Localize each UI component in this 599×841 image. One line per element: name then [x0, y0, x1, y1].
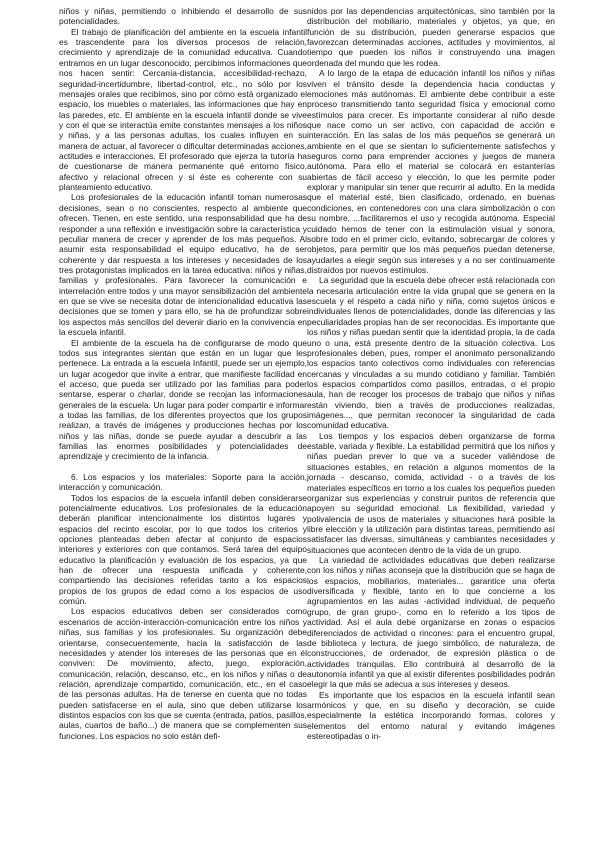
- right-paragraph-5: La variedad de actividades educativas que deben realizarse con los niños y niñas aconseja que la distribución que se haga de los espacios, mobiliarios, materiales... garantice una oferta diversificada y flexible, tanto en lo que concierne a los agrupamientos en las aulas -actividad individual, de pequeño grupo, de gran grupo-, como en lo referido a los tipos de actividad. Así el aula debe organizarse en zonas o espacios diferenciados de actividad o rincones: para el encuentro grupal, de biblioteca y lectura, de juego simbólico, de naturaleza, de construcciones, de ordenador, de expresión plástica o de actividades tranquilas. Ello contribuirá al desarrollo de la autonomía infantil ya que al existir diferentes posibilidades podrán elegir la que más se adecua a sus intereses y deseos.: [307, 555, 555, 690]
- right-paragraph-2: A lo largo de la etapa de educación infantil los niños y niñas viven el tránsito desde la dependencia hacia conductas y emociones más autónomas. El ambiente debe contribuir a este proceso transmitiendo tanto seguridad física y emocional como estímulos para crecer. Es importante considerar al niño desde que nace como un ser activo, con capacidad de acción e interacción. En las salas de los más pequeños se generará un ambiente en el que se sientan lo suficientemente satisfechos y seguros como para emprender acciones y juegos de manera autónoma. Para ello el material se colocará en estanterías abiertas de fácil acceso y elección, lo que les permite poder explorar y manipular sin tener que recurrir al adulto. En la medida que el material esté, bien clasificado, ordenado, en buenas condiciones, en contenedores con una clara simbolización o con su nombre, ...facilitaremos el uso y recogida autónoma. Especial cuidado hemos de tener con la estimulación visual y sonora, sobre todo en el primer ciclo, evitando, sobrecargar de colores y objetos, para permitir que los más pequeños puedan detenerse, ayudarles a elegir según sus intereses y a no ser continuamente distraídos por nuevos estímulos.: [307, 68, 555, 275]
- left-paragraph-4: El ambiente de la escuela ha de configurarse de modo que todos sus integrantes sientan que están en un lugar que les pertenece. La entrada a la escuela Infantil, puede ser un ejemplo, un lugar acogedor que invite a entrar, que manifieste facilidad en el acceso, que pueda ser utilizado por las familias para poder sentarse, esperar o charlar, donde se recojan las informaciones generales de la escuela. Un lugar para poder compartir e informar a todas las familias, de los diferentes proyectos que los grupos realizan, a través de imágenes y producciones hechas por los niños y las niñas, donde se puede ayudar a descubrir a las familias las enormes posibilidades y potencialidades de aprendizaje y crecimiento de la infancia.: [59, 337, 307, 462]
- section-heading: 6. Los espacios y los materiales: Soporte para la acción, interacción y comunicación.: [59, 471, 307, 493]
- left-column: [59, 6, 307, 741]
- left-paragraph-5: Todos los espacios de la escuela infantil deben considerarse potencialmente educativos. Los profesionales de la educación deberán planificar intencionalmente los distintos lugares y espacios del recinto escolar, por lo que todos los criterios y opciones planteadas deben afectar al conjunto de espacios interiores y exteriores con que contamos. Será tarea del equipo educativo la planificación y evaluación de los espacios, ya que han de ofrecer una respuesta unificada y coherente, compartiendo las decisiones referidas tanto a los espacios propios de los grupos de edad como a los espacios de uso común.: [59, 492, 307, 607]
- left-paragraph-2: El trabajo de planificación del ambiente en la escuela infantil es trascendente para los diversos procesos de relación, crecimiento y aprendizaje de la comunidad educativa. Cuando entramos en un lugar desconocido, percibimos informaciones que nos hacen sentir: Cercanía-distancia, accesibilidad-rechazo, seguridad-incertidumbre, libertad-control, etc., no sólo por los mensajes orales que recibimos, sino por cómo está organizado el espacio, los muebles o materiales, las informaciones que hay en las paredes, etc. El ambiente en la escuela infantil donde se vive y con el que se interactúa emite constantes mensajes a los niños y niñas, y a las personas adultas, los cuales influyen en su manera de actuar, al favorecer o dificultar determinadas acciones, actitudes e interacciones. El profesorado que ejerza la tutoría ha de cuestionarse de manera permanente qué entorno físico, afectivo y relacional ofrecen y si éste es coherente con su planteamiento educativo.: [59, 26, 307, 193]
- right-paragraph-3: La seguridad que la escuela debe ofrecer está relacionada con la necesaria articulación entre la vida grupal que se genera en la escuela y el respeto a cada niño y niña, como sujetos únicos e individuales llenos de potencialidades, donde las diferencias y las peculiaridades propias han de ser reconocidas. Es importante que los niños y niñas puedan sentir que la identidad propia, la de cada uno o una, está presente dentro de la situación colectiva. Los profesionales deben, pues, romper el anonimato personalizando los espacios tanto colectivos como individuales con referencias cercanas y vinculadas a su mundo cotidiano y familiar. También los espacios compartidos como pasillos, entradas, o el propio aula, han de recoger los procesos de trabajo que niños y niñas están viviendo, bien a través de producciones realizadas, imágenes..., que permitan reconocer la singularidad de cada comunidad educativa.: [307, 275, 555, 431]
- right-paragraph-1: nidos por las dependencias arquitectónicas, sino también por la distribución del mobiliario, materiales y objetos, ya que, en función de su distribución, pueden generarse espacios que favorezcan determinadas acciones, actitudes y movimientos, al tiempo que pueden los niños ir construyendo una imagen ordenada del mundo que les rodea.: [307, 6, 555, 68]
- right-paragraph-6: Es importante que los espacios en la escuela infantil sean armónicos y que, en su diseño y decoración, se cuide especialmente la estética incorporando formas, colores y elementos del entorno natural y evitando imágenes estereotipadas o in-: [307, 689, 555, 742]
- left-paragraph-3: Los profesionales de la educación infantil toman numerosas decisiones, sean o no conscientes, respecto al ambiente que ofrecen. Tienen, en este sentido, una responsabilidad que ha de responder a una reflexión e investigación sobre la característica y peculiar manera de crecer y aprender de los más pequeños. Al asumir esta responsabilidad el equipo educativo, ha de ser coherente y dar respuesta a los intereses y necesidades de los tres protagonistas implicados en la tarea educativa: niños y niñas, familias y profesionales. Para favorecer la comunicación e interrelación entre todos y una mayor sensibilización del ambiente en que se vive se necesita dotar de intencionalidad educativa las decisiones que se tomen y para ello, se ha de profundizar sobre los aspectos más sencillos del devenir diario en la convivencia en la escuela infantil.: [59, 192, 307, 338]
- right-column: [307, 6, 555, 742]
- left-paragraph-6: Los espacios educativos deben ser considerados como escenarios de acción-interacción-comunicación entre los niños y niñas, sus familias y los profesionales. Su organización debe orientarse, consecuentemente, hacia la satisfacción de las necesidades y atender los intereses de las personas que en él conviven: De movimiento, afecto, juego, exploración, comunicación, relación, descanso, etc., en los niños y niñas o de relación, aprendizaje compartido, comunicación, etc., en el caso de las personas adultas. Ha de tenerse en cuenta que no todas pueden satisfacerse en el aula, sino que deben utilizarse los distintos espacios con los que se cuenta (entrada, patios, pasillos, aulas, cuartos de baño...) de manera que se complementen sus funciones. Los espacios no solo están defi-: [59, 606, 307, 741]
- right-paragraph-4: Los tiempos y los espacios deben organizarse de forma estable, variada y flexible. La estabilidad permitirá que los niños y niñas puedan prever lo que va a suceder valiéndose de situaciones estables, en relación a algunos momentos de la jornada - descanso, comida, actividad - o a través de los materiales específicos en torno a los cuales los pequeños pueden organizar sus experiencias y construir puntos de referencia que apoyen su seguridad emocional. La flexibilidad, variedad y polivalencia de usos de materiales y situaciones hará posible la libre elección y la utilización para distintas tareas, permitiendo así satisfacer las diversas, simultáneas y cambiantes necesidades y situaciones que acontecen dentro de la vida de un grupo.: [307, 430, 555, 555]
- left-paragraph-1: niños y niñas, permitiendo o inhibiendo el desarrollo de sus potencialidades.: [59, 6, 307, 27]
